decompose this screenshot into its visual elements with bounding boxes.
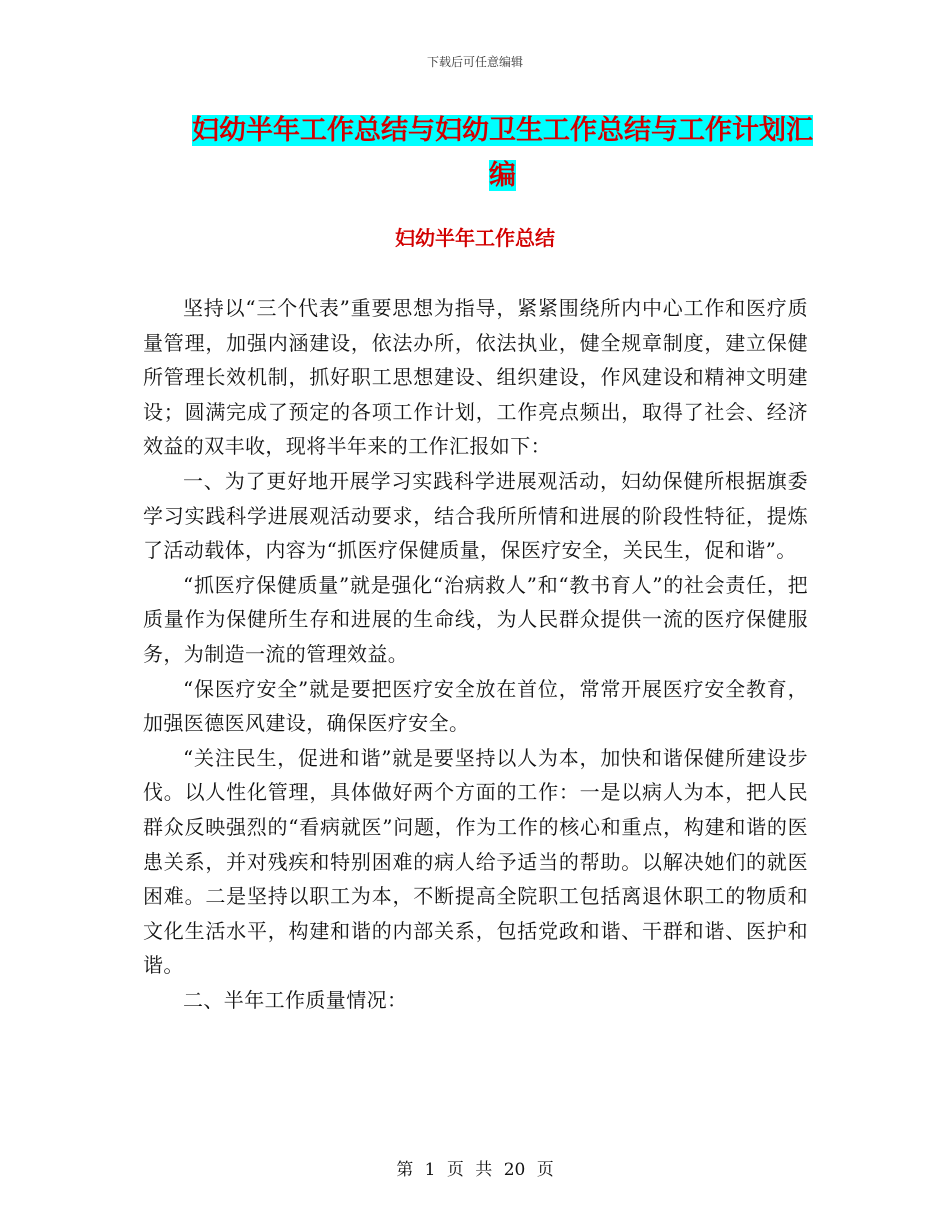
page-footer: 第 1 页 共 20 页 (396, 1160, 554, 1180)
document-title-text: 妇幼半年工作总结与妇幼卫生工作总结与工作计划汇编 (192, 115, 813, 191)
section-title: 妇幼半年工作总结 (395, 226, 555, 250)
document-body (143, 291, 808, 1017)
paragraph: 坚持以“三个代表”重要思想为指导，紧紧围绕所内中心工作和医疗质量管理，加强内涵建设，依法办所，依法执业，健全规章制度，建立保健所管理长效机制，抓好职工思想建设、组织建设，作风建设和精神文明建设；圆满完成了预定的各项工作计划，工作亮点频出，取得了社会、经济效益的双丰收，现将半年来的工作汇报如下： (143, 296, 808, 459)
header-note: 下载后可任意编辑 (426, 55, 523, 69)
paragraph: 一、为了更好地开展学习实践科学进展观活动，妇幼保健所根据旗委学习实践科学进展观活动要求，结合我所所情和进展的阶段性特征，提炼了活动载体，内容为“抓医疗保健质量，保医疗安全，关民生，促和谐”。 (143, 468, 808, 563)
paragraph: “关注民生，促进和谐”就是要坚持以人为本，加快和谐保健所建设步伐。以人性化管理，具体做好两个方面的工作：一是以病人为本，把人民群众反映强烈的“看病就医”问题，作为工作的核心和重点，构建和谐的医患关系，并对残疾和特别困难的病人给予适当的帮助。以解决她们的就医困难。二是坚持以职工为本，不断提高全院职工包括离退休职工的物质和文化生活水平，构建和谐的内部关系，包括党政和谐、干群和谐、医护和谐。 (143, 745, 808, 978)
paragraph: “保医疗安全”就是要把医疗安全放在首位，常常开展医疗安全教育，加强医德医风建设，确保医疗安全。 (143, 676, 808, 736)
document-title (190, 108, 815, 198)
paragraph: “抓医疗保健质量”就是强化“治病救人”和“教书育人”的社会责任，把质量作为保健所生存和进展的生命线，为人民群众提供一流的医疗保健服务，为制造一流的管理效益。 (143, 572, 808, 666)
paragraph: 二、半年工作质量情况： (183, 987, 408, 1012)
